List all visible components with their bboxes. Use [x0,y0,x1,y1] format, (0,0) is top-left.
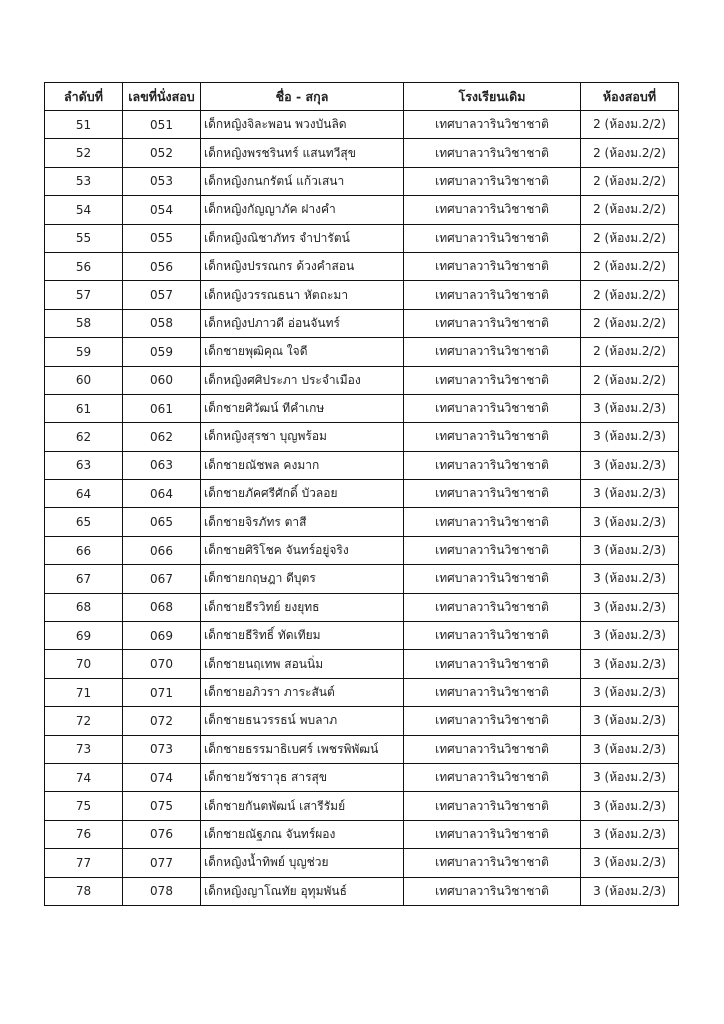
school-cell: เทศบาลวารินวิชาชาติ [404,480,581,508]
seat-number-cell: 053 [123,167,201,195]
table-row [45,536,679,564]
table-row [45,792,679,820]
school-cell: เทศบาลวารินวิชาชาติ [404,536,581,564]
order-cell: 68 [45,593,123,621]
name-cell: เด็กหญิงณิชาภัทร จำปารัตน์ [201,224,404,252]
room-cell: 3 (ห้องม.2/3) [581,650,679,678]
order-cell: 70 [45,650,123,678]
table-row [45,820,679,848]
name-cell: เด็กชายณัชพล คงมาก [201,451,404,479]
order-cell: 64 [45,480,123,508]
header-exam-room: ห้องสอบที่ [581,83,679,111]
room-cell: 2 (ห้องม.2/2) [581,338,679,366]
room-cell: 3 (ห้องม.2/3) [581,792,679,820]
school-cell: เทศบาลวารินวิชาชาติ [404,593,581,621]
school-cell: เทศบาลวารินวิชาชาติ [404,877,581,905]
room-cell: 3 (ห้องม.2/3) [581,394,679,422]
school-cell: เทศบาลวารินวิชาชาติ [404,281,581,309]
school-cell: เทศบาลวารินวิชาชาติ [404,735,581,763]
name-cell: เด็กชายอภิวรา ภาระสันต์ [201,678,404,706]
order-cell: 58 [45,309,123,337]
room-cell: 3 (ห้องม.2/3) [581,820,679,848]
room-cell: 2 (ห้องม.2/2) [581,139,679,167]
header-seat-number: เลขที่นั่งสอบ [123,83,201,111]
seat-number-cell: 075 [123,792,201,820]
school-cell: เทศบาลวารินวิชาชาติ [404,394,581,422]
order-cell: 77 [45,849,123,877]
school-cell: เทศบาลวารินวิชาชาติ [404,565,581,593]
name-cell: เด็กชายธีริทธิ์ ทัดเทียม [201,622,404,650]
name-cell: เด็กหญิงกัญญาภัค ฝางคำ [201,196,404,224]
room-cell: 3 (ห้องม.2/3) [581,480,679,508]
order-cell: 76 [45,820,123,848]
table-row [45,281,679,309]
school-cell: เทศบาลวารินวิชาชาติ [404,167,581,195]
order-cell: 56 [45,252,123,280]
order-cell: 71 [45,678,123,706]
name-cell: เด็กชายวัชราวุธ สารสุข [201,763,404,791]
room-cell: 3 (ห้องม.2/3) [581,423,679,451]
seat-number-cell: 052 [123,139,201,167]
table-row [45,508,679,536]
order-cell: 69 [45,622,123,650]
school-cell: เทศบาลวารินวิชาชาติ [404,678,581,706]
order-cell: 51 [45,111,123,139]
seat-number-cell: 070 [123,650,201,678]
table-row [45,451,679,479]
table-row [45,735,679,763]
seat-number-cell: 071 [123,678,201,706]
school-cell: เทศบาลวารินวิชาชาติ [404,224,581,252]
seat-number-cell: 065 [123,508,201,536]
table-row [45,394,679,422]
table-row [45,423,679,451]
school-cell: เทศบาลวารินวิชาชาติ [404,622,581,650]
school-cell: เทศบาลวารินวิชาชาติ [404,338,581,366]
seat-number-cell: 063 [123,451,201,479]
table-row [45,111,679,139]
seat-number-cell: 077 [123,849,201,877]
order-cell: 53 [45,167,123,195]
room-cell: 3 (ห้องม.2/3) [581,565,679,593]
seat-number-cell: 072 [123,707,201,735]
seat-number-cell: 054 [123,196,201,224]
seat-number-cell: 056 [123,252,201,280]
order-cell: 61 [45,394,123,422]
table-row [45,196,679,224]
seat-number-cell: 062 [123,423,201,451]
seat-number-cell: 051 [123,111,201,139]
room-cell: 2 (ห้องม.2/2) [581,309,679,337]
seat-number-cell: 066 [123,536,201,564]
table-row [45,167,679,195]
order-cell: 78 [45,877,123,905]
name-cell: เด็กชายธรรมาธิเบศร์ เพชรพิพัฒน์ [201,735,404,763]
seat-number-cell: 074 [123,763,201,791]
name-cell: เด็กชายศิวัฒน์ ทีคำเกษ [201,394,404,422]
table-row [45,622,679,650]
school-cell: เทศบาลวารินวิชาชาติ [404,366,581,394]
name-cell: เด็กหญิงพรชรินทร์ แสนทวีสุข [201,139,404,167]
school-cell: เทศบาลวารินวิชาชาติ [404,508,581,536]
room-cell: 3 (ห้องม.2/3) [581,707,679,735]
room-cell: 3 (ห้องม.2/3) [581,877,679,905]
table-row [45,763,679,791]
name-cell: เด็กหญิงปรรณกร ด้วงคำสอน [201,252,404,280]
table-row [45,338,679,366]
table-row [45,252,679,280]
name-cell: เด็กชายนฤเทพ สอนนิ่ม [201,650,404,678]
order-cell: 67 [45,565,123,593]
order-cell: 54 [45,196,123,224]
room-cell: 3 (ห้องม.2/3) [581,593,679,621]
room-cell: 2 (ห้องม.2/2) [581,252,679,280]
seat-number-cell: 076 [123,820,201,848]
seat-number-cell: 058 [123,309,201,337]
seat-number-cell: 073 [123,735,201,763]
room-cell: 3 (ห้องม.2/3) [581,622,679,650]
seat-number-cell: 057 [123,281,201,309]
school-cell: เทศบาลวารินวิชาชาติ [404,650,581,678]
header-former-school: โรงเรียนเดิม [404,83,581,111]
name-cell: เด็กหญิงญาโณทัย อุทุมพันธ์ [201,877,404,905]
room-cell: 2 (ห้องม.2/2) [581,366,679,394]
table-row [45,678,679,706]
seat-number-cell: 078 [123,877,201,905]
table-row [45,593,679,621]
table-row [45,224,679,252]
seat-number-cell: 069 [123,622,201,650]
order-cell: 63 [45,451,123,479]
exam-seating-table [44,82,679,906]
school-cell: เทศบาลวารินวิชาชาติ [404,309,581,337]
order-cell: 55 [45,224,123,252]
name-cell: เด็กหญิงสุรชา บุญพร้อม [201,423,404,451]
order-cell: 57 [45,281,123,309]
school-cell: เทศบาลวารินวิชาชาติ [404,423,581,451]
name-cell: เด็กหญิงวรรณธนา หัตถะมา [201,281,404,309]
room-cell: 3 (ห้องม.2/3) [581,536,679,564]
room-cell: 3 (ห้องม.2/3) [581,678,679,706]
table-row [45,139,679,167]
table-row [45,366,679,394]
name-cell: เด็กชายธีรวิทย์ ยงยุทธ [201,593,404,621]
name-cell: เด็กหญิงจิละพอน พวงบันลิด [201,111,404,139]
table-row [45,877,679,905]
order-cell: 74 [45,763,123,791]
seat-number-cell: 068 [123,593,201,621]
seat-number-cell: 060 [123,366,201,394]
name-cell: เด็กชายกฤษฎา ดีบุตร [201,565,404,593]
school-cell: เทศบาลวารินวิชาชาติ [404,196,581,224]
name-cell: เด็กหญิงน้ำทิพย์ บุญช่วย [201,849,404,877]
school-cell: เทศบาลวารินวิชาชาติ [404,139,581,167]
name-cell: เด็กชายพุฒิคุณ ใจดี [201,338,404,366]
header-order: ลำดับที่ [45,83,123,111]
room-cell: 3 (ห้องม.2/3) [581,735,679,763]
room-cell: 2 (ห้องม.2/2) [581,224,679,252]
room-cell: 3 (ห้องม.2/3) [581,763,679,791]
order-cell: 62 [45,423,123,451]
table-header-row [45,83,679,111]
seat-number-cell: 059 [123,338,201,366]
order-cell: 72 [45,707,123,735]
name-cell: เด็กชายกันตพัฒน์ เสารีรัมย์ [201,792,404,820]
table-row [45,650,679,678]
order-cell: 52 [45,139,123,167]
room-cell: 2 (ห้องม.2/2) [581,196,679,224]
name-cell: เด็กชายณัฐภณ จันทร์ผอง [201,820,404,848]
name-cell: เด็กหญิงศศิประภา ประจำเมือง [201,366,404,394]
school-cell: เทศบาลวารินวิชาชาติ [404,849,581,877]
school-cell: เทศบาลวารินวิชาชาติ [404,252,581,280]
header-full-name: ชื่อ - สกุล [201,83,404,111]
seat-number-cell: 067 [123,565,201,593]
table-row [45,707,679,735]
school-cell: เทศบาลวารินวิชาชาติ [404,451,581,479]
name-cell: เด็กชายจิรภัทร ตาสี [201,508,404,536]
school-cell: เทศบาลวารินวิชาชาติ [404,763,581,791]
order-cell: 60 [45,366,123,394]
seat-number-cell: 061 [123,394,201,422]
name-cell: เด็กชายศิริโชค จันทร์อยู่จริง [201,536,404,564]
room-cell: 2 (ห้องม.2/2) [581,281,679,309]
seat-number-cell: 055 [123,224,201,252]
room-cell: 3 (ห้องม.2/3) [581,508,679,536]
order-cell: 73 [45,735,123,763]
seat-number-cell: 064 [123,480,201,508]
table-row [45,480,679,508]
school-cell: เทศบาลวารินวิชาชาติ [404,792,581,820]
table-row [45,309,679,337]
table-row [45,565,679,593]
room-cell: 3 (ห้องม.2/3) [581,451,679,479]
room-cell: 2 (ห้องม.2/2) [581,111,679,139]
name-cell: เด็กหญิงปภาวดี อ่อนจันทร์ [201,309,404,337]
order-cell: 65 [45,508,123,536]
school-cell: เทศบาลวารินวิชาชาติ [404,111,581,139]
room-cell: 3 (ห้องม.2/3) [581,849,679,877]
name-cell: เด็กหญิงกนกรัตน์ แก้วเสนา [201,167,404,195]
order-cell: 59 [45,338,123,366]
school-cell: เทศบาลวารินวิชาชาติ [404,820,581,848]
order-cell: 75 [45,792,123,820]
room-cell: 2 (ห้องม.2/2) [581,167,679,195]
name-cell: เด็กชายภัคศรีศักดิ์ บัวลอย [201,480,404,508]
name-cell: เด็กชายธนวรรธน์ พบลาภ [201,707,404,735]
table-row [45,849,679,877]
school-cell: เทศบาลวารินวิชาชาติ [404,707,581,735]
order-cell: 66 [45,536,123,564]
